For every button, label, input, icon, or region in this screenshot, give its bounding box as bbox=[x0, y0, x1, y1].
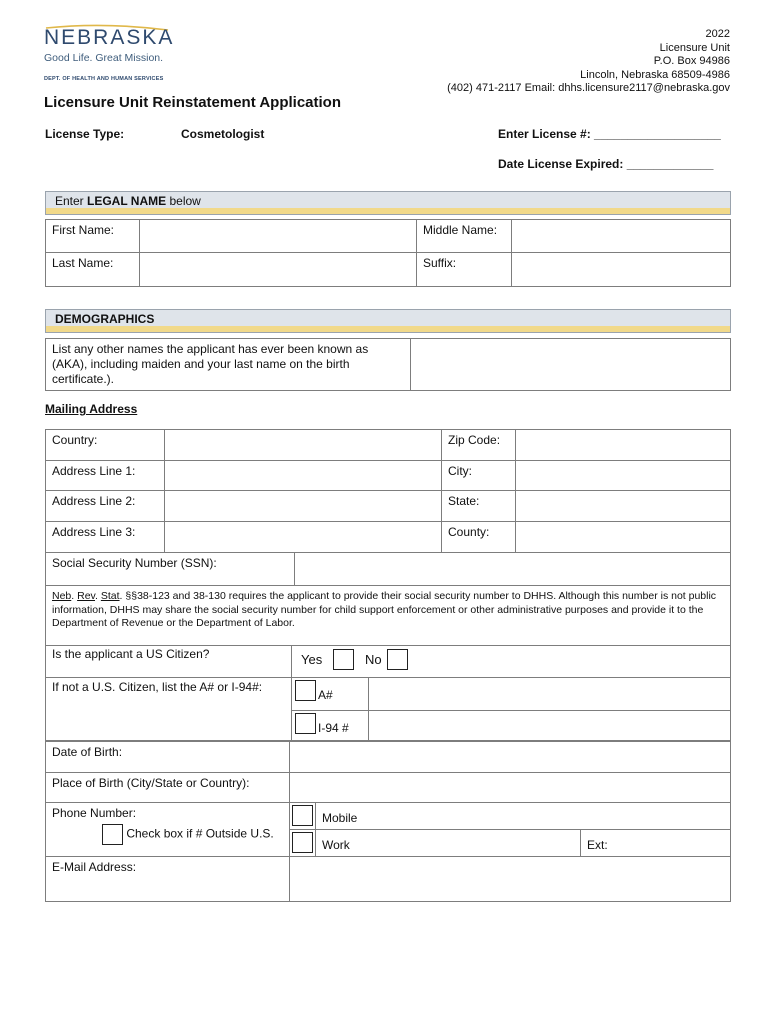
county-label: County: bbox=[442, 522, 516, 553]
i94-input[interactable] bbox=[370, 712, 730, 740]
agency-contact: (402) 471-2117 Email: dhhs.licensure2117@nebraska.gov bbox=[447, 82, 730, 94]
i94-checkbox[interactable] bbox=[295, 713, 316, 734]
pob-input[interactable] bbox=[290, 773, 731, 803]
aka-table bbox=[45, 338, 731, 391]
middle-name-input[interactable] bbox=[512, 220, 731, 253]
agency-address bbox=[447, 28, 730, 96]
non-citizen-label: If not a U.S. Citizen, list the A# or I-94#: bbox=[52, 680, 263, 694]
a-number-input[interactable] bbox=[370, 679, 730, 709]
address-line-3-input[interactable] bbox=[165, 522, 442, 553]
mobile-label: Mobile bbox=[322, 811, 358, 825]
email-input[interactable] bbox=[290, 857, 731, 902]
citizenship-row-divider-1 bbox=[291, 677, 731, 678]
outside-us-row bbox=[52, 824, 283, 845]
ssn-notice: Neb. Rev. Stat. §§38-123 and 38-130 requires the applicant to provide their social security number to DHHS. Although this number is not public information, DHHS may share the social security number for child support enforcement or other administrative purposes and provide it to the Department of Revenue or the Department of Labor. bbox=[46, 586, 731, 646]
dob-input[interactable] bbox=[290, 742, 731, 773]
zip-label: Zip Code: bbox=[442, 430, 516, 461]
citizenship-num-divider bbox=[368, 677, 369, 741]
aka-input[interactable] bbox=[411, 339, 731, 391]
agency-city: Lincoln, Nebraska 68509-4986 bbox=[580, 68, 730, 81]
logo-tagline: Good Life. Great Mission. bbox=[44, 52, 164, 64]
yes-checkbox[interactable] bbox=[333, 649, 354, 670]
mobile-checkbox-cell bbox=[290, 803, 316, 830]
statute-neb: Neb bbox=[52, 590, 72, 602]
legal-name-table bbox=[45, 219, 731, 287]
pob-label: Place of Birth (City/State or Country): bbox=[46, 773, 290, 803]
agency-unit: Licensure Unit bbox=[659, 41, 730, 54]
suffix-label: Suffix: bbox=[417, 253, 512, 287]
us-citizen-question: Is the applicant a US Citizen? bbox=[52, 647, 210, 661]
ssn-notice-text: §§38-123 and 38-130 requires the applicant to provide their social security number to DHHS. Although this number is not public information, DHHS may share the social security number for child support enforcement or other administrative purposes and provide it to the Department of Revenue or the Department of Labor. bbox=[52, 590, 717, 629]
work-phone-input[interactable] bbox=[316, 830, 581, 857]
legal-name-heading-bold: LEGAL NAME bbox=[87, 194, 167, 208]
country-input[interactable] bbox=[165, 430, 442, 461]
work-checkbox-cell bbox=[290, 830, 316, 857]
state-label: State: bbox=[442, 491, 516, 522]
agency-po-box: P.O. Box 94986 bbox=[653, 55, 730, 67]
state-input[interactable] bbox=[516, 491, 731, 522]
work-checkbox[interactable] bbox=[292, 832, 313, 853]
address-line-1-label: Address Line 1: bbox=[46, 461, 165, 491]
address-line-2-label: Address Line 2: bbox=[46, 491, 165, 522]
date-expired-field[interactable]: Date License Expired: _____________ bbox=[498, 157, 714, 171]
city-label: City: bbox=[442, 461, 516, 491]
ssn-input[interactable] bbox=[295, 553, 731, 586]
country-label: Country: bbox=[46, 430, 165, 461]
ext-label: Ext: bbox=[587, 838, 608, 852]
phone-label: Phone Number: bbox=[52, 806, 137, 820]
suffix-input[interactable] bbox=[512, 253, 731, 287]
yes-label: Yes bbox=[301, 652, 323, 667]
mailing-address-table bbox=[45, 429, 731, 553]
address-line-2-input[interactable] bbox=[165, 491, 442, 522]
outside-us-checkbox[interactable] bbox=[102, 824, 123, 845]
no-checkbox[interactable] bbox=[387, 649, 408, 670]
ssn-label: Social Security Number (SSN): bbox=[46, 553, 295, 586]
personal-details-table bbox=[45, 741, 731, 902]
page-title: Licensure Unit Reinstatement Application bbox=[44, 94, 341, 111]
zip-input[interactable] bbox=[516, 430, 731, 461]
address-line-1-input[interactable] bbox=[165, 461, 442, 491]
i94-label: I-94 # bbox=[318, 721, 349, 735]
demographics-heading: DEMOGRAPHICS bbox=[45, 309, 731, 327]
no-label: No bbox=[365, 652, 382, 667]
citizenship-divider bbox=[45, 677, 291, 678]
license-number-field[interactable]: Enter License #: ___________________ bbox=[498, 127, 721, 141]
a-number-checkbox[interactable] bbox=[295, 680, 316, 701]
outside-us-label: Check box if # Outside U.S. bbox=[126, 826, 274, 841]
demographics-accent-bar bbox=[45, 326, 731, 333]
form-year: 2022 bbox=[705, 28, 730, 40]
first-name-input[interactable] bbox=[140, 220, 417, 253]
first-name-label: First Name: bbox=[46, 220, 140, 253]
license-type-value: Cosmetologist bbox=[181, 127, 265, 141]
a-number-label: A# bbox=[318, 688, 333, 702]
address-line-3-label: Address Line 3: bbox=[46, 522, 165, 553]
aka-label: List any other names the applicant has ever been known as (AKA), including maiden and your last name on the birth certificate.). bbox=[46, 339, 411, 391]
ssn-table bbox=[45, 552, 731, 646]
ext-input[interactable] bbox=[581, 830, 731, 857]
statute-rev: Rev bbox=[77, 590, 96, 602]
mobile-phone-input[interactable] bbox=[316, 803, 731, 830]
city-input[interactable] bbox=[516, 461, 731, 491]
legal-name-heading-pre: Enter bbox=[55, 194, 88, 208]
middle-name-label: Middle Name: bbox=[417, 220, 512, 253]
citizenship-col-divider bbox=[291, 645, 292, 741]
county-input[interactable] bbox=[516, 522, 731, 553]
statute-stat: Stat bbox=[100, 590, 120, 602]
logo-wordmark: NEBRASKA bbox=[44, 26, 175, 49]
last-name-label: Last Name: bbox=[46, 253, 140, 287]
last-name-input[interactable] bbox=[140, 253, 417, 287]
mobile-checkbox[interactable] bbox=[292, 805, 313, 826]
work-label: Work bbox=[322, 838, 350, 852]
legal-name-heading-post: below bbox=[166, 194, 201, 208]
legal-name-heading bbox=[45, 191, 731, 209]
phone-label-cell bbox=[46, 803, 290, 857]
citizenship-row-divider-2 bbox=[291, 710, 731, 711]
dob-label: Date of Birth: bbox=[46, 742, 290, 773]
mailing-address-heading: Mailing Address bbox=[45, 402, 138, 416]
email-label: E-Mail Address: bbox=[46, 857, 290, 902]
license-type-label: License Type: bbox=[45, 127, 125, 141]
legal-name-accent-bar bbox=[45, 208, 731, 215]
logo-department: DEPT. OF HEALTH AND HUMAN SERVICES bbox=[44, 76, 164, 82]
